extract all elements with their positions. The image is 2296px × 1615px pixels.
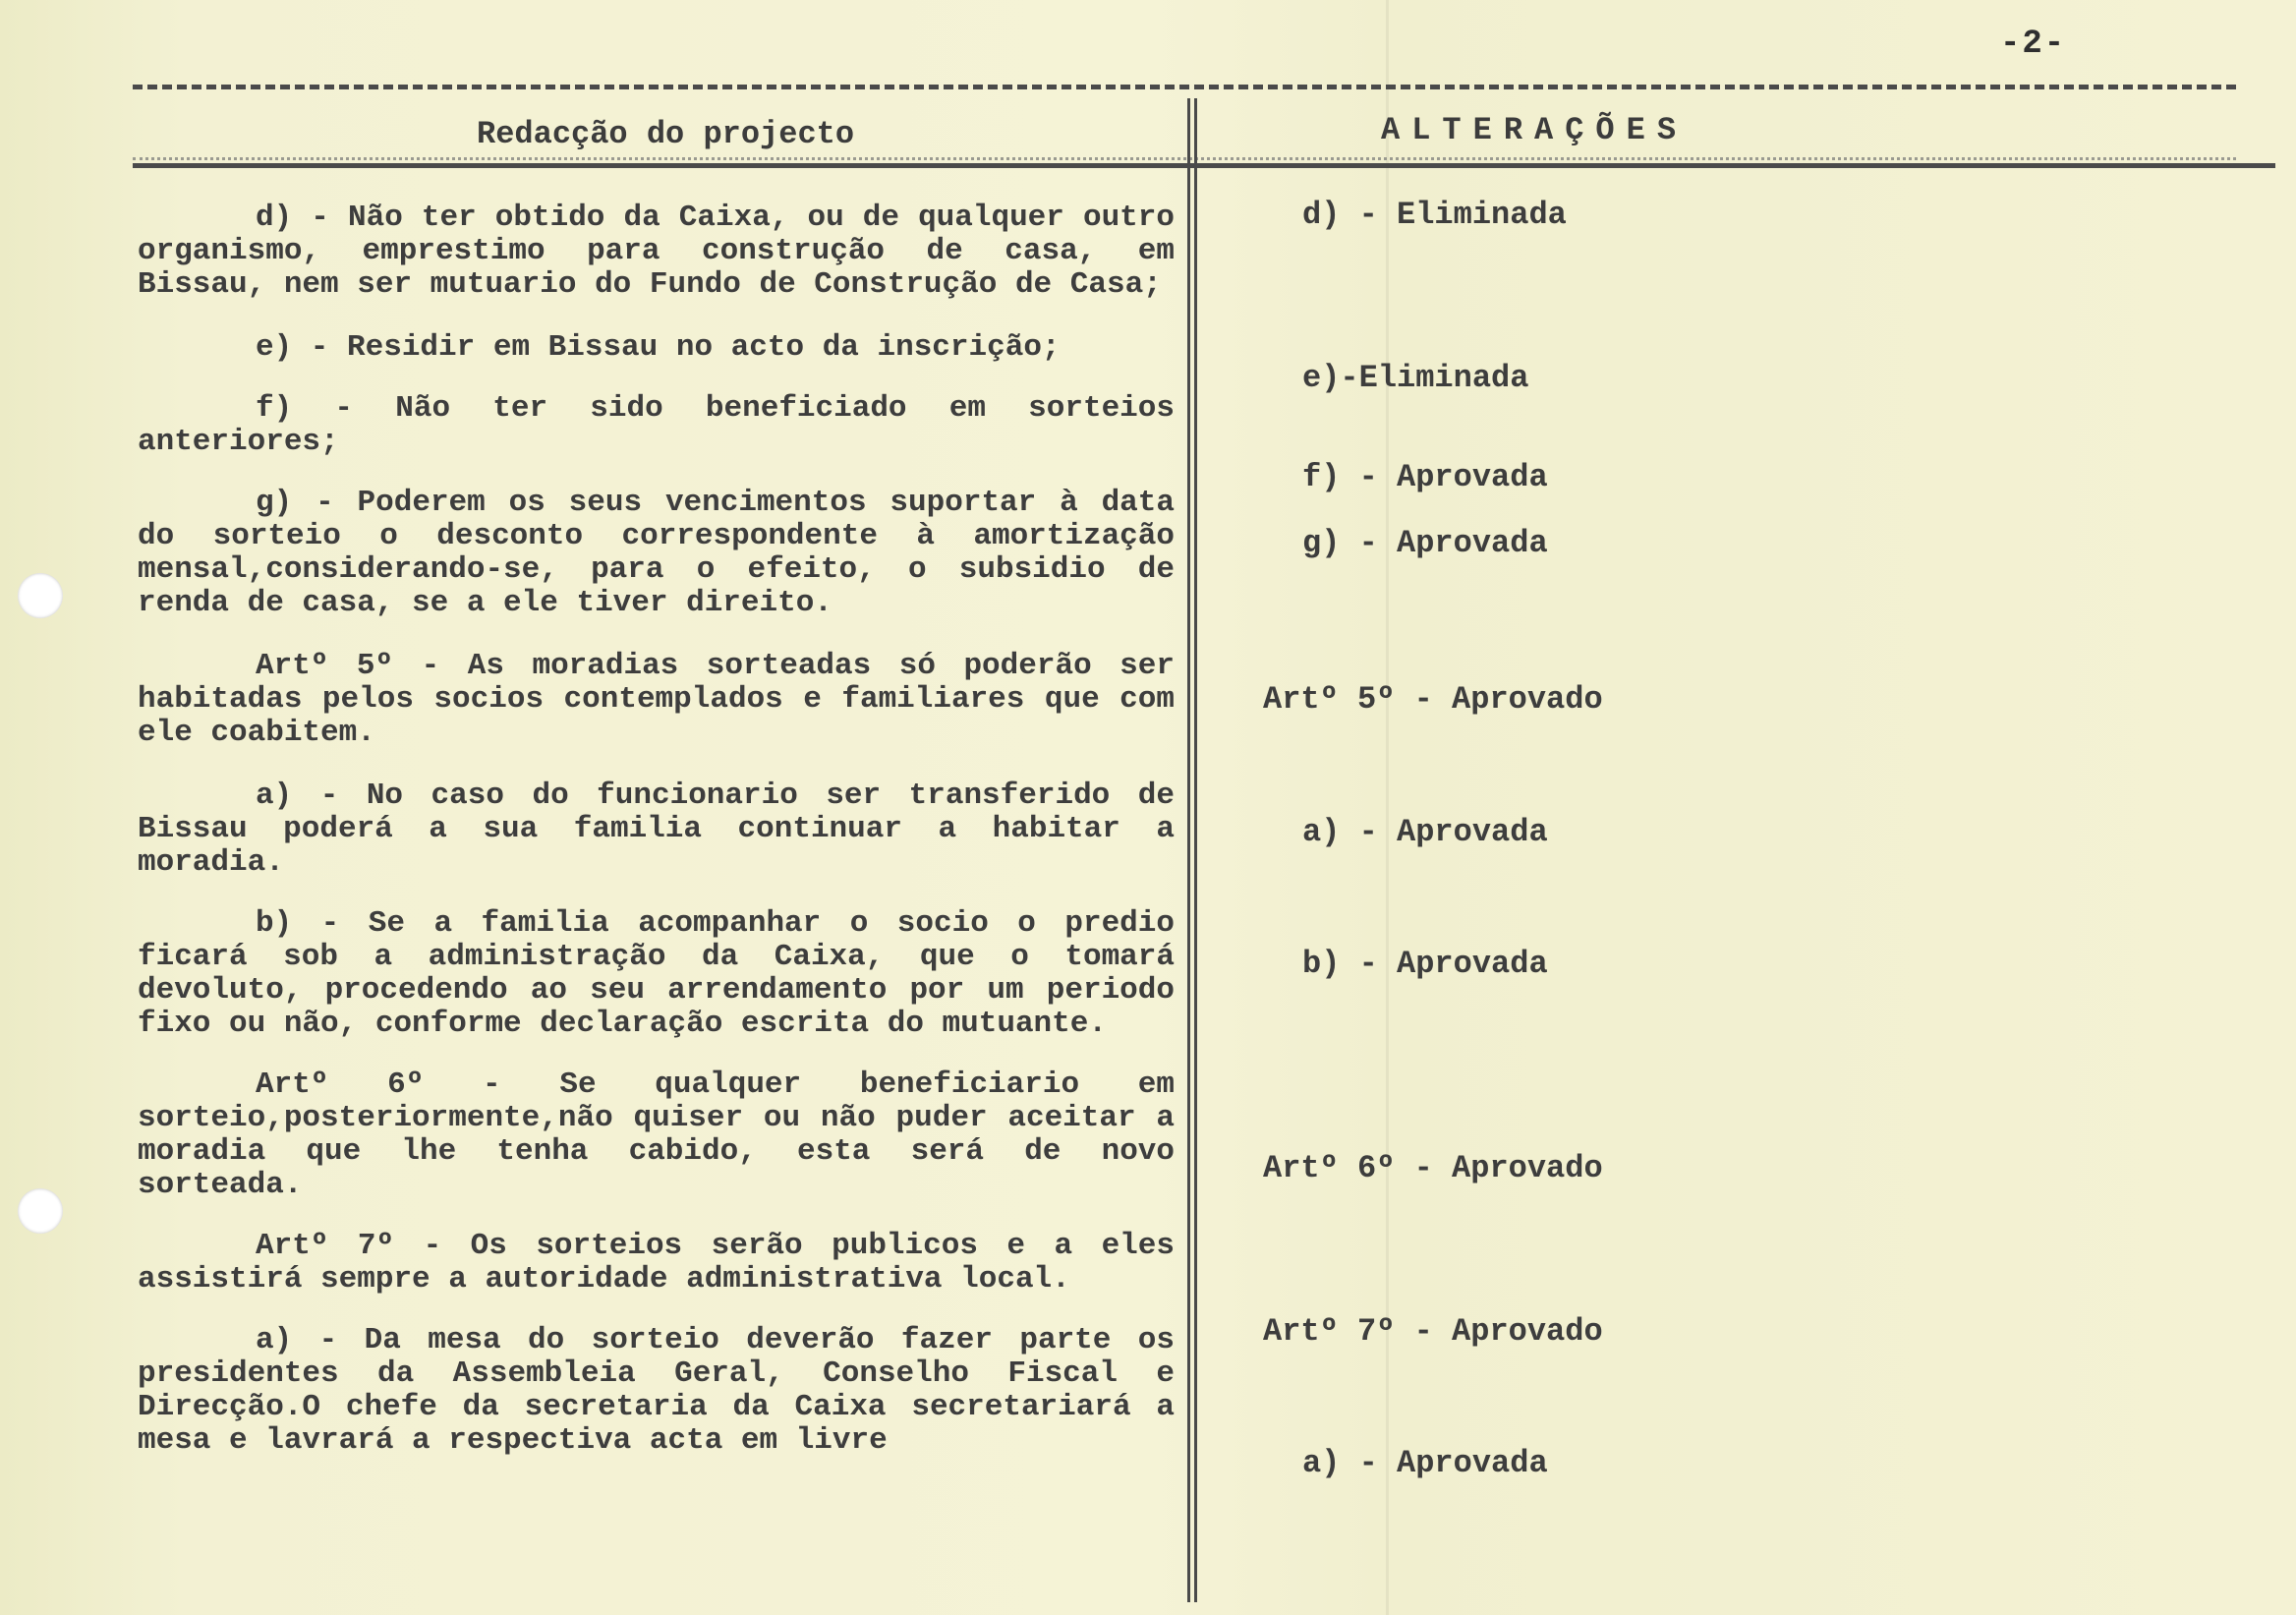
- header-bottom-rule: [133, 163, 2275, 168]
- header-alteracoes: ALTERAÇÕES: [1381, 112, 1689, 148]
- projecto-column: [138, 202, 1175, 1458]
- header-projecto: Redacção do projecto: [477, 116, 855, 152]
- punch-hole-bottom: [18, 1188, 63, 1234]
- alteracao-e: e)-Eliminada: [1302, 360, 1529, 396]
- projecto-paragraph-d: d) - Não ter obtido da Caixa, ou de qualquer outro organismo, emprestimo para construção de casa, em Bissau, nem ser mutuario do Fundo de Construção de Casa;: [138, 201, 1175, 302]
- alteracao-art5: Artº 5º - Aprovado: [1263, 681, 1603, 718]
- paper-fold: [1386, 0, 1389, 1615]
- projecto-paragraph-art5-a: a) - No caso do funcionario ser transferido de Bissau poderá a sua familia continuar a habitar a moradia.: [138, 779, 1175, 880]
- alteracao-art6: Artº 6º - Aprovado: [1263, 1150, 1603, 1186]
- header-dotted-rule: [133, 157, 2236, 160]
- page-number: -2-: [2000, 26, 2067, 63]
- projecto-paragraph-f: f) - Não ter sido beneficiado em sorteios anteriores;: [138, 391, 1175, 459]
- alteracao-art5-a: a) - Aprovada: [1302, 814, 1548, 850]
- alteracao-art5-b: b) - Aprovada: [1302, 946, 1548, 982]
- alteracao-g: g) - Aprovada: [1302, 525, 1548, 561]
- projecto-paragraph-art7: Artº 7º - Os sorteios serão publicos e a eles assistirá sempre a autoridade administrativa local.: [138, 1229, 1175, 1297]
- projecto-paragraph-art5-b: b) - Se a familia acompanhar o socio o predio ficará sob a administração da Caixa, que o tomará devoluto, procedendo ao seu arrendamento por um periodo fixo ou não, conforme declaração escrita do mutuante.: [138, 906, 1175, 1041]
- alteracao-d: d) - Eliminada: [1302, 197, 1567, 233]
- projecto-paragraph-art5: Artº 5º - As moradias sorteadas só poderão ser habitadas pelos socios contemplados e familiares que com ele coabitem.: [138, 649, 1175, 750]
- projecto-paragraph-art7-a: a) - Da mesa do sorteio deverão fazer parte os presidentes da Assembleia Geral, Conselho Fiscal e Direcção.O chefe da secretaria da Caixa secretariará a mesa e lavrará a respectiva acta em livre: [138, 1323, 1175, 1458]
- alteracao-art7-a: a) - Aprovada: [1302, 1445, 1548, 1481]
- alteracao-art7: Artº 7º - Aprovado: [1263, 1313, 1603, 1350]
- punch-hole-top: [18, 573, 63, 618]
- projecto-paragraph-art6: Artº 6º - Se qualquer beneficiario em sorteio,posteriormente,não quiser ou não puder aceitar a moradia que lhe tenha cabido, esta será de novo sorteada.: [138, 1067, 1175, 1202]
- alteracao-f: f) - Aprovada: [1302, 459, 1548, 495]
- column-divider: [1187, 98, 1197, 1602]
- projecto-paragraph-g: g) - Poderem os seus vencimentos suportar à data do sorteio o desconto correspondente à amortização mensal,considerando-se, para o efeito, o subsidio de renda de casa, se a ele tiver direito.: [138, 486, 1175, 620]
- projecto-paragraph-e: e) - Residir em Bissau no acto da inscrição;: [256, 330, 1061, 365]
- top-rule: [133, 85, 2236, 89]
